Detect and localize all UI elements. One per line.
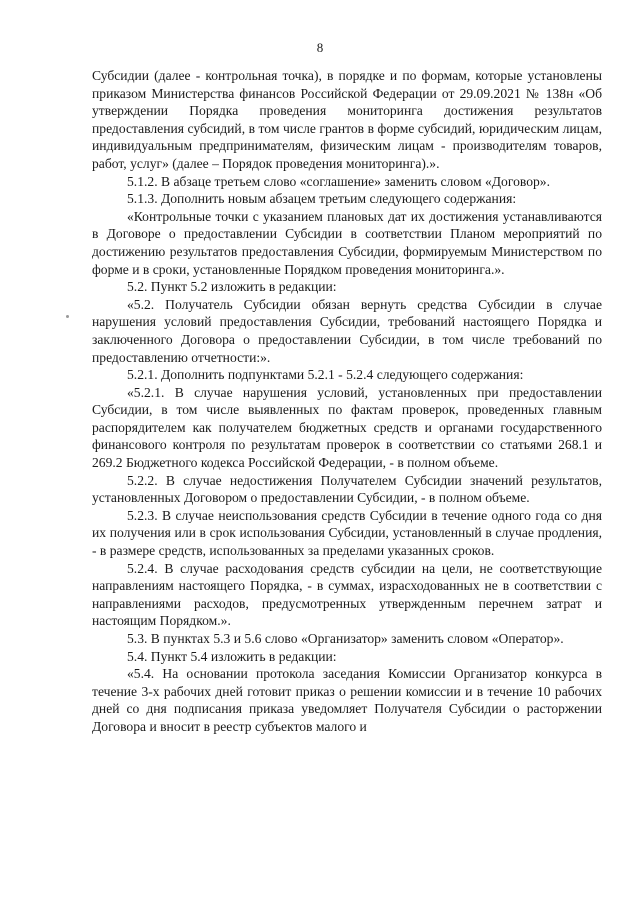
paragraph: 5.3. В пунктах 5.3 и 5.6 слово «Организатор» заменить словом «Оператор». — [127, 631, 564, 646]
page-number: 8 — [316, 40, 324, 55]
paragraph: 5.2.2. В случае недостижения Получателем Субсидии значений результатов, установленных Договором о предоставлении Субсидии, - в полном объеме. — [92, 472, 602, 506]
paragraph: 5.4. Пункт 5.4 изложить в редакции: — [127, 648, 337, 664]
paragraph: 5.2.1. Дополнить подпунктами 5.2.1 - 5.2.4 следующего содержания: — [127, 367, 524, 383]
paragraph: 5.2.3. В случае неиспользования средств Субсидии в течение одного года со дня их получения или в срок использования Субсидии, установленный в случае продления, - в размере средств, использованных за пределами указанных сроков. — [92, 507, 602, 559]
paragraph: «5.2. Получатель Субсидии обязан вернуть средства Субсидии в случае нарушения условий предоставления Субсидии, требований настоящего Порядка и заключенного Договора о предоставлении Субсидии, в том числе требований по предоставлению отчетности:». — [92, 296, 602, 365]
paragraph: 5.1.3. Дополнить новым абзацем третьим следующего содержания: — [127, 191, 517, 207]
paragraph: «5.2.1. В случае нарушения условий, установленных при предоставлении Субсидии, в том числе выявленных по фактам проверок, проведенных главным распорядителем как получателем бюджетных средств и органами государственного финансового контроля по результатам проверок в соответствии со статьями 268.1 и 269.2 Бюджетного кодекса Российской Федерации, - в полном объеме. — [92, 384, 602, 471]
document-body — [92, 67, 602, 736]
paragraph: «Контрольные точки с указанием плановых дат их достижения устанавливаются в Договоре о предоставлении Субсидии в соответствии Планом мероприятий по достижению результатов предоставления Субсидии, формируемым Министерством по форме и в сроки, установленные Порядком проведения мониторинга.». — [92, 208, 602, 277]
paragraph: 5.1.2. В абзаце третьем слово «соглашение» заменить словом «Договор». — [127, 173, 550, 189]
paragraph: «5.4. На основании протокола заседания Комиссии Организатор конкурса в течение 3-х рабочих дней готовит приказ о решении комиссии и в течение 10 рабочих дней со дня подписания приказа уведомляет Получателя Субсидии о расторжении Договора и вносит в реестр субъектов малого и — [92, 666, 602, 734]
paragraph: 5.2. Пункт 5.2 изложить в редакции: — [127, 279, 337, 295]
paragraph: 5.2.4. В случае расходования средств субсидии на цели, не соответствующие направлениям настоящего Порядка, - в суммах, израсходованных не в соответствии с направлениями расходов, предусмотренных утвержденным перечнем затрат и настоящим Порядком.». — [92, 560, 602, 629]
paragraph: Субсидии (далее - контрольная точка), в порядке и по формам, которые установлены приказом Министерства финансов Российской Федерации от 29.09.2021 № 138н «Об утверждении Порядка проведения мониторинга достижения результатов предоставления субсидий, в том числе грантов в форме субсидий, юридическим лицам, индивидуальным предпринимателям, физическим лицам - производителям товаров, работ, услуг» (далее – Порядок проведения мониторинга).». — [92, 68, 602, 171]
scan-speck — [66, 315, 69, 318]
